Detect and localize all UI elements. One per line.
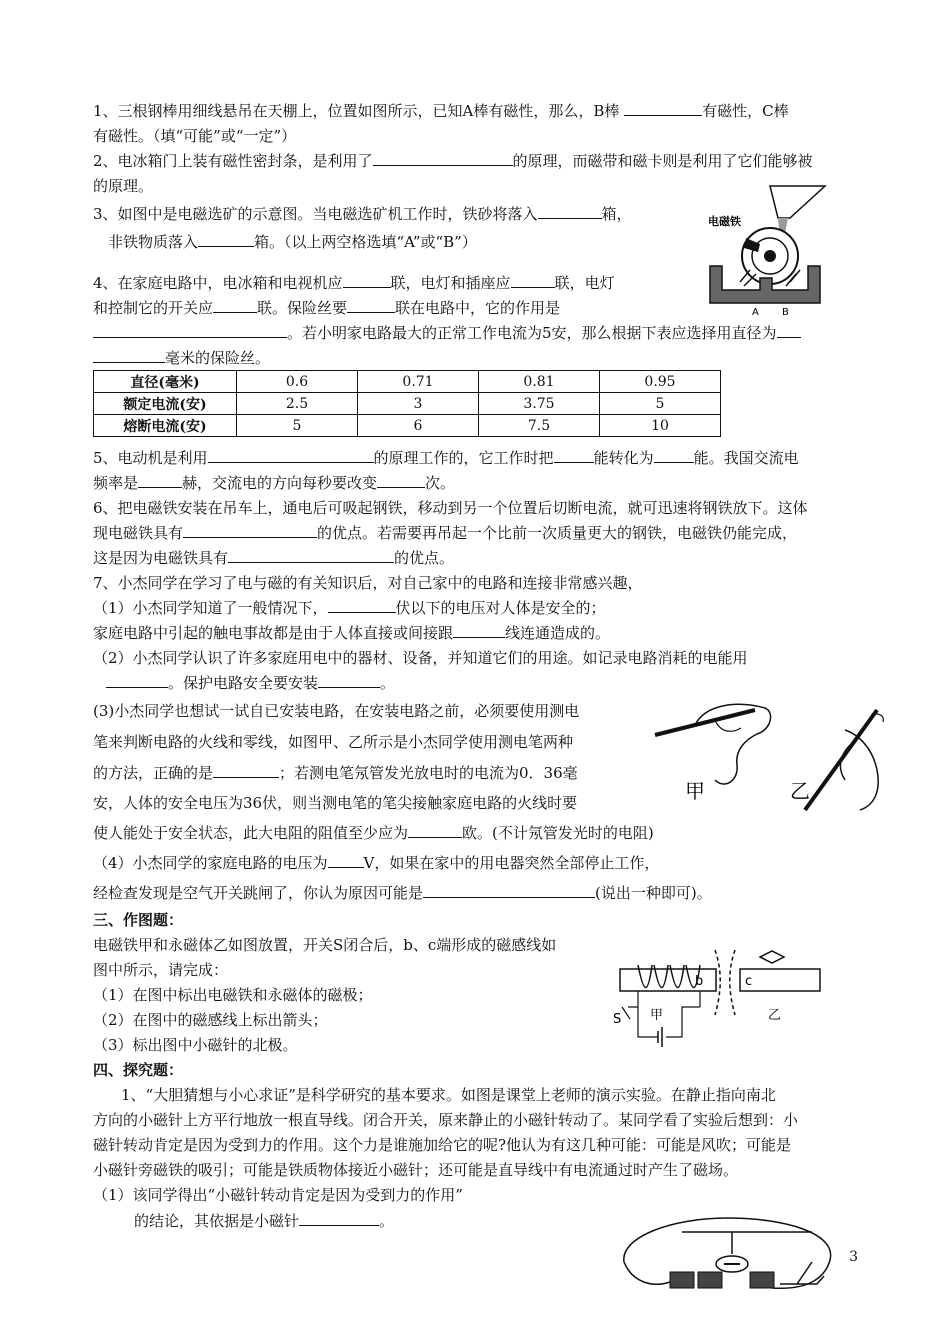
table-cell: 2.5 [237, 393, 358, 415]
table-cell: 额定电流(安) [94, 393, 237, 415]
table-cell: 直径(毫米) [94, 371, 237, 393]
table-cell: 3 [358, 393, 479, 415]
table-cell: 0.71 [358, 371, 479, 393]
q4-blank-3[interactable] [213, 298, 257, 313]
q7-p3-line5: 使人能处于安全状态，此大电阻的阻值至少应为 欧。(不计氖管发光时的电阻) [93, 824, 654, 842]
q2-blank-1[interactable] [373, 151, 513, 166]
q4-blank-7[interactable] [93, 348, 165, 363]
q7-blank-2[interactable] [453, 623, 505, 638]
q4-blank-5[interactable] [93, 323, 287, 338]
table-row [94, 393, 721, 415]
sec3-item2: （2）在图中的磁感线上标出箭头； [93, 1011, 328, 1029]
q6-blank-1[interactable] [183, 523, 317, 538]
q1-blank-b[interactable] [624, 101, 702, 116]
q7-p4-line2: 经检查发现是空气开关跳闸了，你认为原因可能是 (说出一种即可)。 [93, 884, 712, 902]
q7-p3-line1: (3)小杰同学也想试一试自已安装电路，在安装电路之前，必须要使用测电 [93, 702, 580, 720]
q7-p3-line2: 笔来判断电路的火线和零线，如图甲、乙所示是小杰同学使用测电笔两种 [93, 733, 574, 751]
table-cell: 6 [358, 415, 479, 437]
table-cell: 0.95 [600, 371, 721, 393]
q7-blank-3[interactable] [106, 673, 168, 688]
sec3-title: 三、作图题： [93, 911, 184, 929]
q3-line1: 3、如图中是电磁选矿的示意图。当电磁选矿机工作时，铁砂将落入 箱， [93, 205, 632, 223]
q5-blank-2[interactable] [554, 448, 594, 463]
q2-line2: 的原理。 [93, 177, 154, 195]
q6-blank-2[interactable] [228, 548, 394, 563]
q3-line2: 非铁物质落入 箱。（以上两空格选填“A”或“B”） [108, 233, 477, 251]
q5-blank-3[interactable] [654, 448, 694, 463]
q7-p1-line2: 家庭电路中引起的触电事故都是由于人体直接或间接跟 线连通造成的。 [93, 624, 611, 642]
table-row [94, 415, 721, 437]
q7-p2-line1: （2）小杰同学认识了许多家庭用电中的器材、设备，并知道它们的用途。如记录电路消耗的电能用 [93, 649, 748, 667]
q4-line4: 毫米的保险丝。 [93, 348, 270, 368]
table-cell: 7.5 [479, 415, 600, 437]
test-pen-figure [645, 690, 895, 820]
pen-jia-label: 甲 [685, 779, 705, 803]
q5-line1: 5、电动机是利用 的原理工作的，它工作时把 能转化为 能。我国交流电 [93, 449, 799, 467]
q4-line1: 4、在家庭电路中，电冰箱和电视机应 联，电灯和插座应 联，电灯 [93, 274, 615, 292]
table-cell: 10 [600, 415, 721, 437]
sec4-line3: 磁针转动肯定是因为受到力的作用。这个力是谁施加给它的呢?他认为有这几种可能：可能是风吹；可能是 [93, 1136, 792, 1154]
magnet-c-label: c [745, 974, 753, 989]
sec4-line2: 方向的小磁针上方平行地放一根直导线。闭合开关，原来静止的小磁针转动了。某同学看了实验后想到：小 [93, 1111, 799, 1129]
q4-blank-6[interactable] [777, 323, 801, 338]
sec4-q1-line2: 的结论，其依据是小磁针 。 [134, 1212, 395, 1230]
q7-blank-8[interactable] [423, 883, 595, 898]
q7-p3-line3: 的方法，正确的是 ；若测电笔氖管发光放电时的电流为0．36毫 [93, 764, 578, 782]
ore-separator-figure [700, 178, 840, 318]
q7-blank-5[interactable] [213, 763, 279, 778]
page-number: 3 [849, 1249, 858, 1265]
q6-line3: 这是因为电磁铁具有 的优点。 [93, 549, 455, 567]
q1-line1: 1、三根钢棒用细线悬吊在天棚上，位置如图所示，已知A棒有磁性，那么，B棒 有磁性，C棒 [93, 102, 789, 120]
sec4-blank-1[interactable] [299, 1211, 379, 1226]
q7-blank-7[interactable] [328, 853, 364, 868]
table-cell: 0.81 [479, 371, 600, 393]
q5-blank-1[interactable] [208, 448, 374, 463]
fuse-table [93, 370, 721, 437]
switch-s-label: S [613, 1012, 622, 1027]
table-row [94, 371, 721, 393]
q7-blank-4[interactable] [318, 673, 380, 688]
q7-blank-1[interactable] [328, 598, 396, 613]
q3-blank-1[interactable] [538, 204, 602, 219]
q6-line2: 现电磁铁具有 的优点。若需要再吊起一个比前一次质量更大的钢铁，电磁铁仍能完成， [93, 524, 798, 542]
q4-line3: 。若小明家电路最大的正常工作电流为5安，那么根据下表应选择用直径为 [93, 323, 801, 343]
q7-p4-line1: （4）小杰同学的家庭电路的电压为 V，如果在家中的用电器突然全部停止工作， [93, 854, 660, 872]
q6-line1: 6、把电磁铁安装在吊车上，通电后可吸起钢铁，移动到另一个位置后切断电流，就可迅速将钢铁放下。这体 [93, 499, 808, 517]
sec3-item3: （3）标出图中小磁针的北极。 [93, 1036, 298, 1054]
compass-wire-figure [612, 1212, 842, 1302]
q5-blank-5[interactable] [377, 473, 425, 488]
magnet-jia-label: 甲 [650, 1008, 664, 1023]
q1-line2: 有磁性。（填“可能”或“一定”） [93, 127, 297, 145]
q7-intro: 7、小杰同学在学习了电与磁的有关知识后，对自己家中的电路和连接非常感兴趣， [93, 574, 643, 592]
sec4-title: 四、探究题： [93, 1061, 184, 1079]
table-cell: 0.6 [237, 371, 358, 393]
pen-yi-label: 乙 [790, 779, 810, 803]
q3-blank-2[interactable] [198, 232, 254, 247]
q4-blank-4[interactable] [347, 298, 395, 313]
table-cell: 5 [237, 415, 358, 437]
sec4-line4: 小磁针旁磁铁的吸引；可能是铁质物体接近小磁针；还可能是直导线中有电流通过时产生了磁场。 [93, 1161, 739, 1179]
sorter-electromagnet-label: 电磁铁 [708, 215, 741, 228]
sorter-box-b-label: B [782, 307, 789, 318]
q4-blank-2[interactable] [511, 273, 555, 288]
sorter-box-a-label: A [752, 307, 759, 318]
q2-line1: 2、电冰箱门上装有磁性密封条，是利用了 的原理，而磁带和磁卡则是利用了它们能够被 [93, 152, 813, 170]
magnet-b-label: b [695, 974, 704, 989]
sec3-line2: 图中所示，请完成： [93, 961, 229, 979]
sec3-line1: 电磁铁甲和永磁体乙如图放置，开关S闭合后，b、c端形成的磁感线如 [93, 936, 557, 954]
sec4-line1: 1、“大胆猜想与小心求证”是科学研究的基本要求。如图是课堂上老师的演示实验。在静止指向南北 [121, 1086, 776, 1104]
magnet-yi-label: 乙 [768, 1008, 782, 1023]
sec4-q1-line1: （1）该同学得出“小磁针转动肯定是因为受到力的作用” [93, 1186, 463, 1204]
electromagnet-figure [610, 945, 830, 1055]
table-cell: 3.75 [479, 393, 600, 415]
table-cell: 5 [600, 393, 721, 415]
q7-p2-line2: 。保护电路安全要安装 。 [106, 673, 395, 693]
q7-p3-line4: 安，人体的安全电压为36伏，则当测电笔的笔尖接触家庭电路的火线时要 [93, 794, 578, 812]
q5-line2: 频率是 赫，交流电的方向每秒要改变 次。 [93, 474, 456, 492]
q7-blank-6[interactable] [408, 823, 462, 838]
sec3-item1: （1）在图中标出电磁铁和永磁体的磁极； [93, 986, 373, 1004]
q4-line2: 和控制它的开关应 联。保险丝要 联在电路中，它的作用是 [93, 299, 561, 317]
q7-p1-line1: （1）小杰同学知道了一般情况下， 伏以下的电压对人体是安全的； [93, 599, 606, 617]
q4-blank-1[interactable] [343, 273, 391, 288]
q5-blank-4[interactable] [138, 473, 182, 488]
table-cell: 熔断电流(安) [94, 415, 237, 437]
